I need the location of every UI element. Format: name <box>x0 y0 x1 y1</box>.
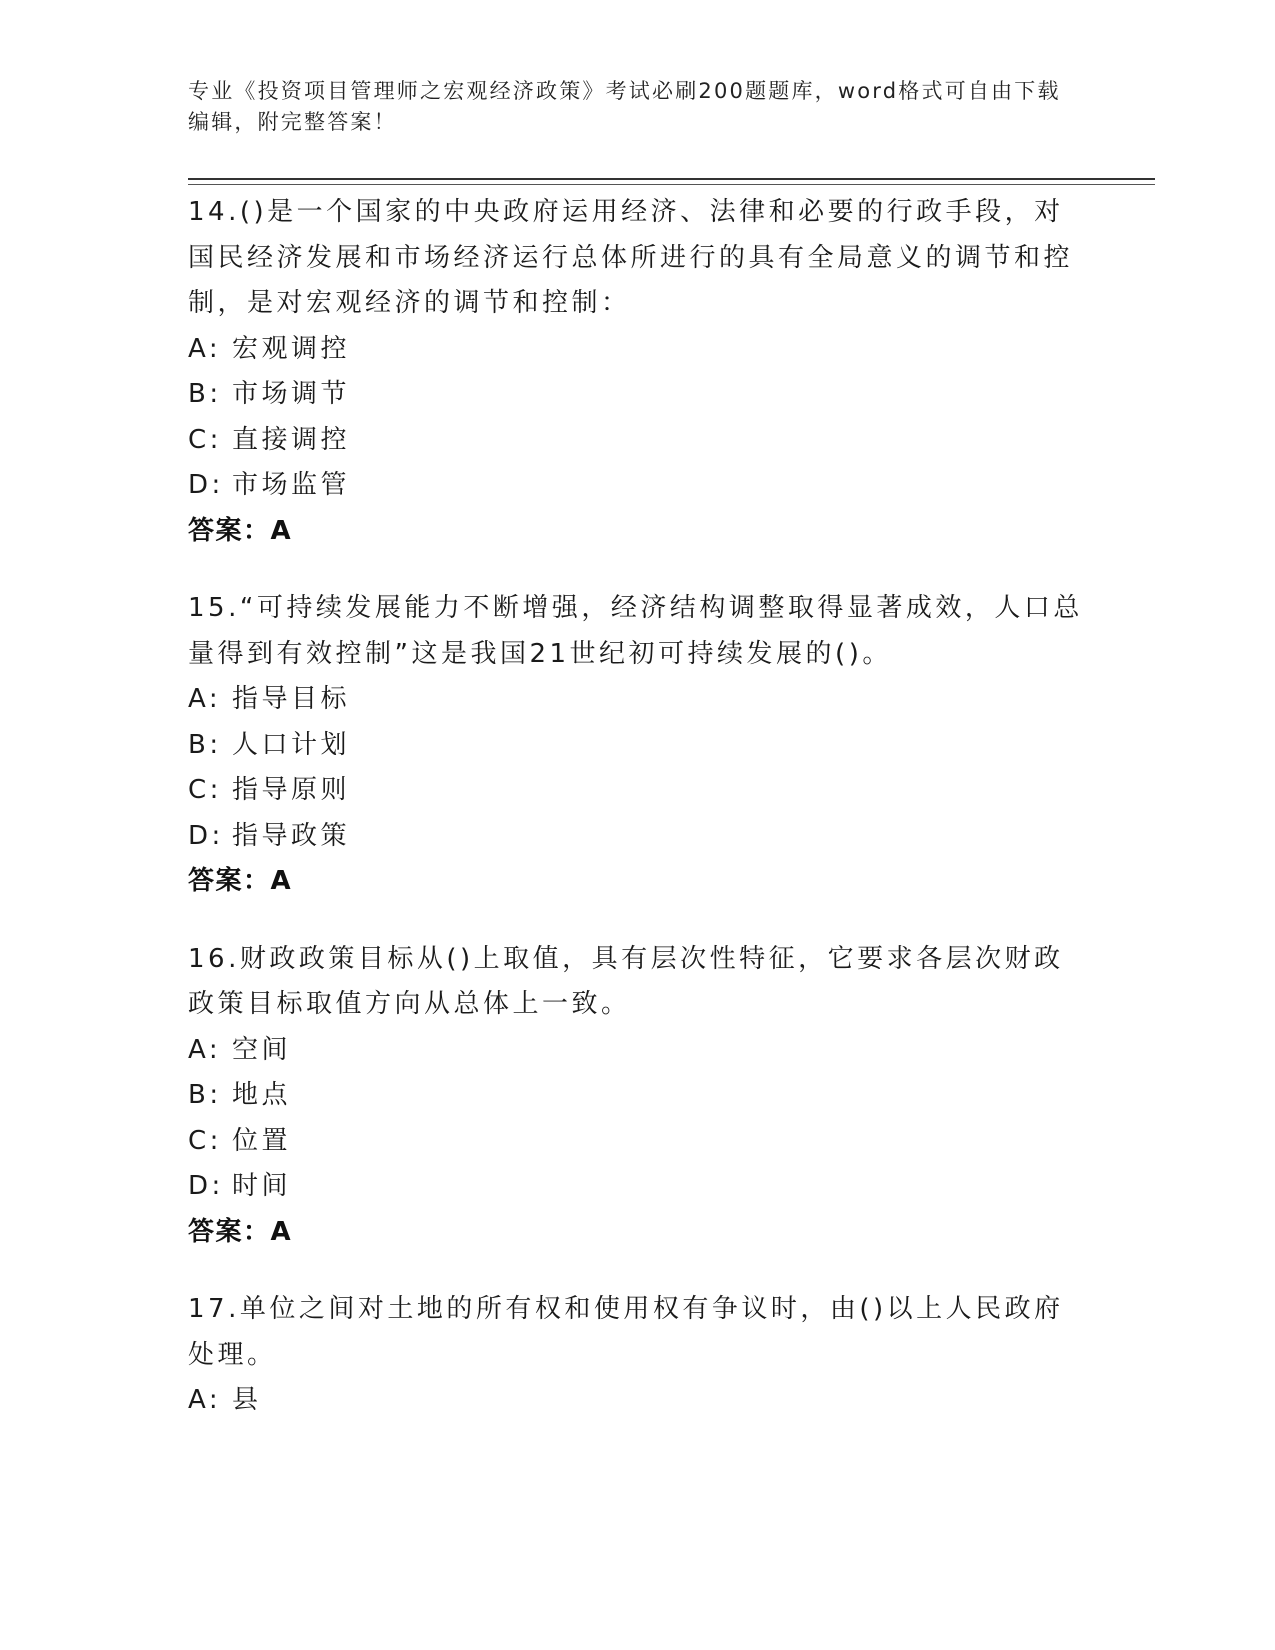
option-d <box>188 814 1088 860</box>
header-divider-thick <box>188 178 1155 180</box>
option-key: C: <box>188 775 222 805</box>
option-c <box>188 1119 1088 1165</box>
option-text: 指导目标 <box>232 684 351 714</box>
option-a <box>188 677 1088 723</box>
answer-value: A <box>270 866 293 896</box>
option-key: B: <box>188 379 222 409</box>
option-key: A: <box>188 1385 222 1415</box>
option-key: A: <box>188 684 222 714</box>
answer-value: A <box>270 1216 293 1247</box>
question-15 <box>188 586 1088 905</box>
option-text: 市场监管 <box>232 470 351 500</box>
question-stem: 17.单位之间对土地的所有权和使用权有争议时，由()以上人民政府处理。 <box>188 1294 1064 1370</box>
option-text: 地点 <box>232 1080 292 1110</box>
option-text: 宏观调控 <box>232 333 351 364</box>
answer-line <box>188 1210 1088 1256</box>
option-d <box>188 1164 1088 1210</box>
option-key: A: <box>188 333 222 364</box>
header-divider-thin <box>188 184 1155 185</box>
option-text: 位置 <box>232 1125 292 1156</box>
option-a <box>188 1028 1088 1074</box>
question-stem: 16.财政政策目标从()上取值，具有层次性特征，它要求各层次财政政策目标取值方向从总体上一致。 <box>188 943 1064 1019</box>
option-text: 人口计划 <box>232 729 351 760</box>
option-a <box>188 1378 1088 1424</box>
option-b <box>188 723 1088 769</box>
option-text: 空间 <box>232 1034 292 1065</box>
option-key: B: <box>188 729 222 760</box>
option-c <box>188 768 1088 814</box>
option-text: 直接调控 <box>232 424 351 455</box>
option-text: 县 <box>232 1385 262 1415</box>
option-text: 指导原则 <box>232 775 351 805</box>
option-text: 指导政策 <box>232 820 351 851</box>
option-text: 市场调节 <box>232 379 351 409</box>
option-d <box>188 463 1088 509</box>
option-c <box>188 418 1088 464</box>
option-b <box>188 372 1088 418</box>
question-16 <box>188 937 1088 1256</box>
question-stem: 14.()是一个国家的中央政府运用经济、法律和必要的行政手段，对国民经济发展和市场经济运行总体所进行的具有全局意义的调节和控制，是对宏观经济的调节和控制： <box>188 197 1074 318</box>
question-stem: 15.“可持续发展能力不断增强，经济结构调整取得显著成效，人口总量得到有效控制”这是我国21世纪初可持续发展的()。 <box>188 593 1083 669</box>
answer-line <box>188 509 1088 555</box>
option-key: B: <box>188 1080 222 1110</box>
option-key: C: <box>188 424 222 455</box>
option-b <box>188 1073 1088 1119</box>
option-key: A: <box>188 1034 222 1065</box>
question-17 <box>188 1287 1088 1424</box>
answer-label: 答案： <box>188 1216 271 1247</box>
document-header: 专业《投资项目管理师之宏观经济政策》考试必刷200题题库，word格式可自由下载编辑，附完整答案！ <box>188 79 1061 134</box>
answer-value: A <box>270 515 293 546</box>
option-a <box>188 327 1088 373</box>
question-14 <box>188 190 1088 554</box>
question-list <box>188 190 1088 1456</box>
option-key: D: <box>188 820 224 851</box>
answer-label: 答案： <box>188 515 271 546</box>
option-text: 时间 <box>232 1171 292 1201</box>
answer-line <box>188 859 1088 905</box>
option-key: D: <box>188 470 224 500</box>
option-key: C: <box>188 1125 222 1156</box>
option-key: D: <box>188 1171 224 1201</box>
answer-label: 答案： <box>188 866 271 896</box>
